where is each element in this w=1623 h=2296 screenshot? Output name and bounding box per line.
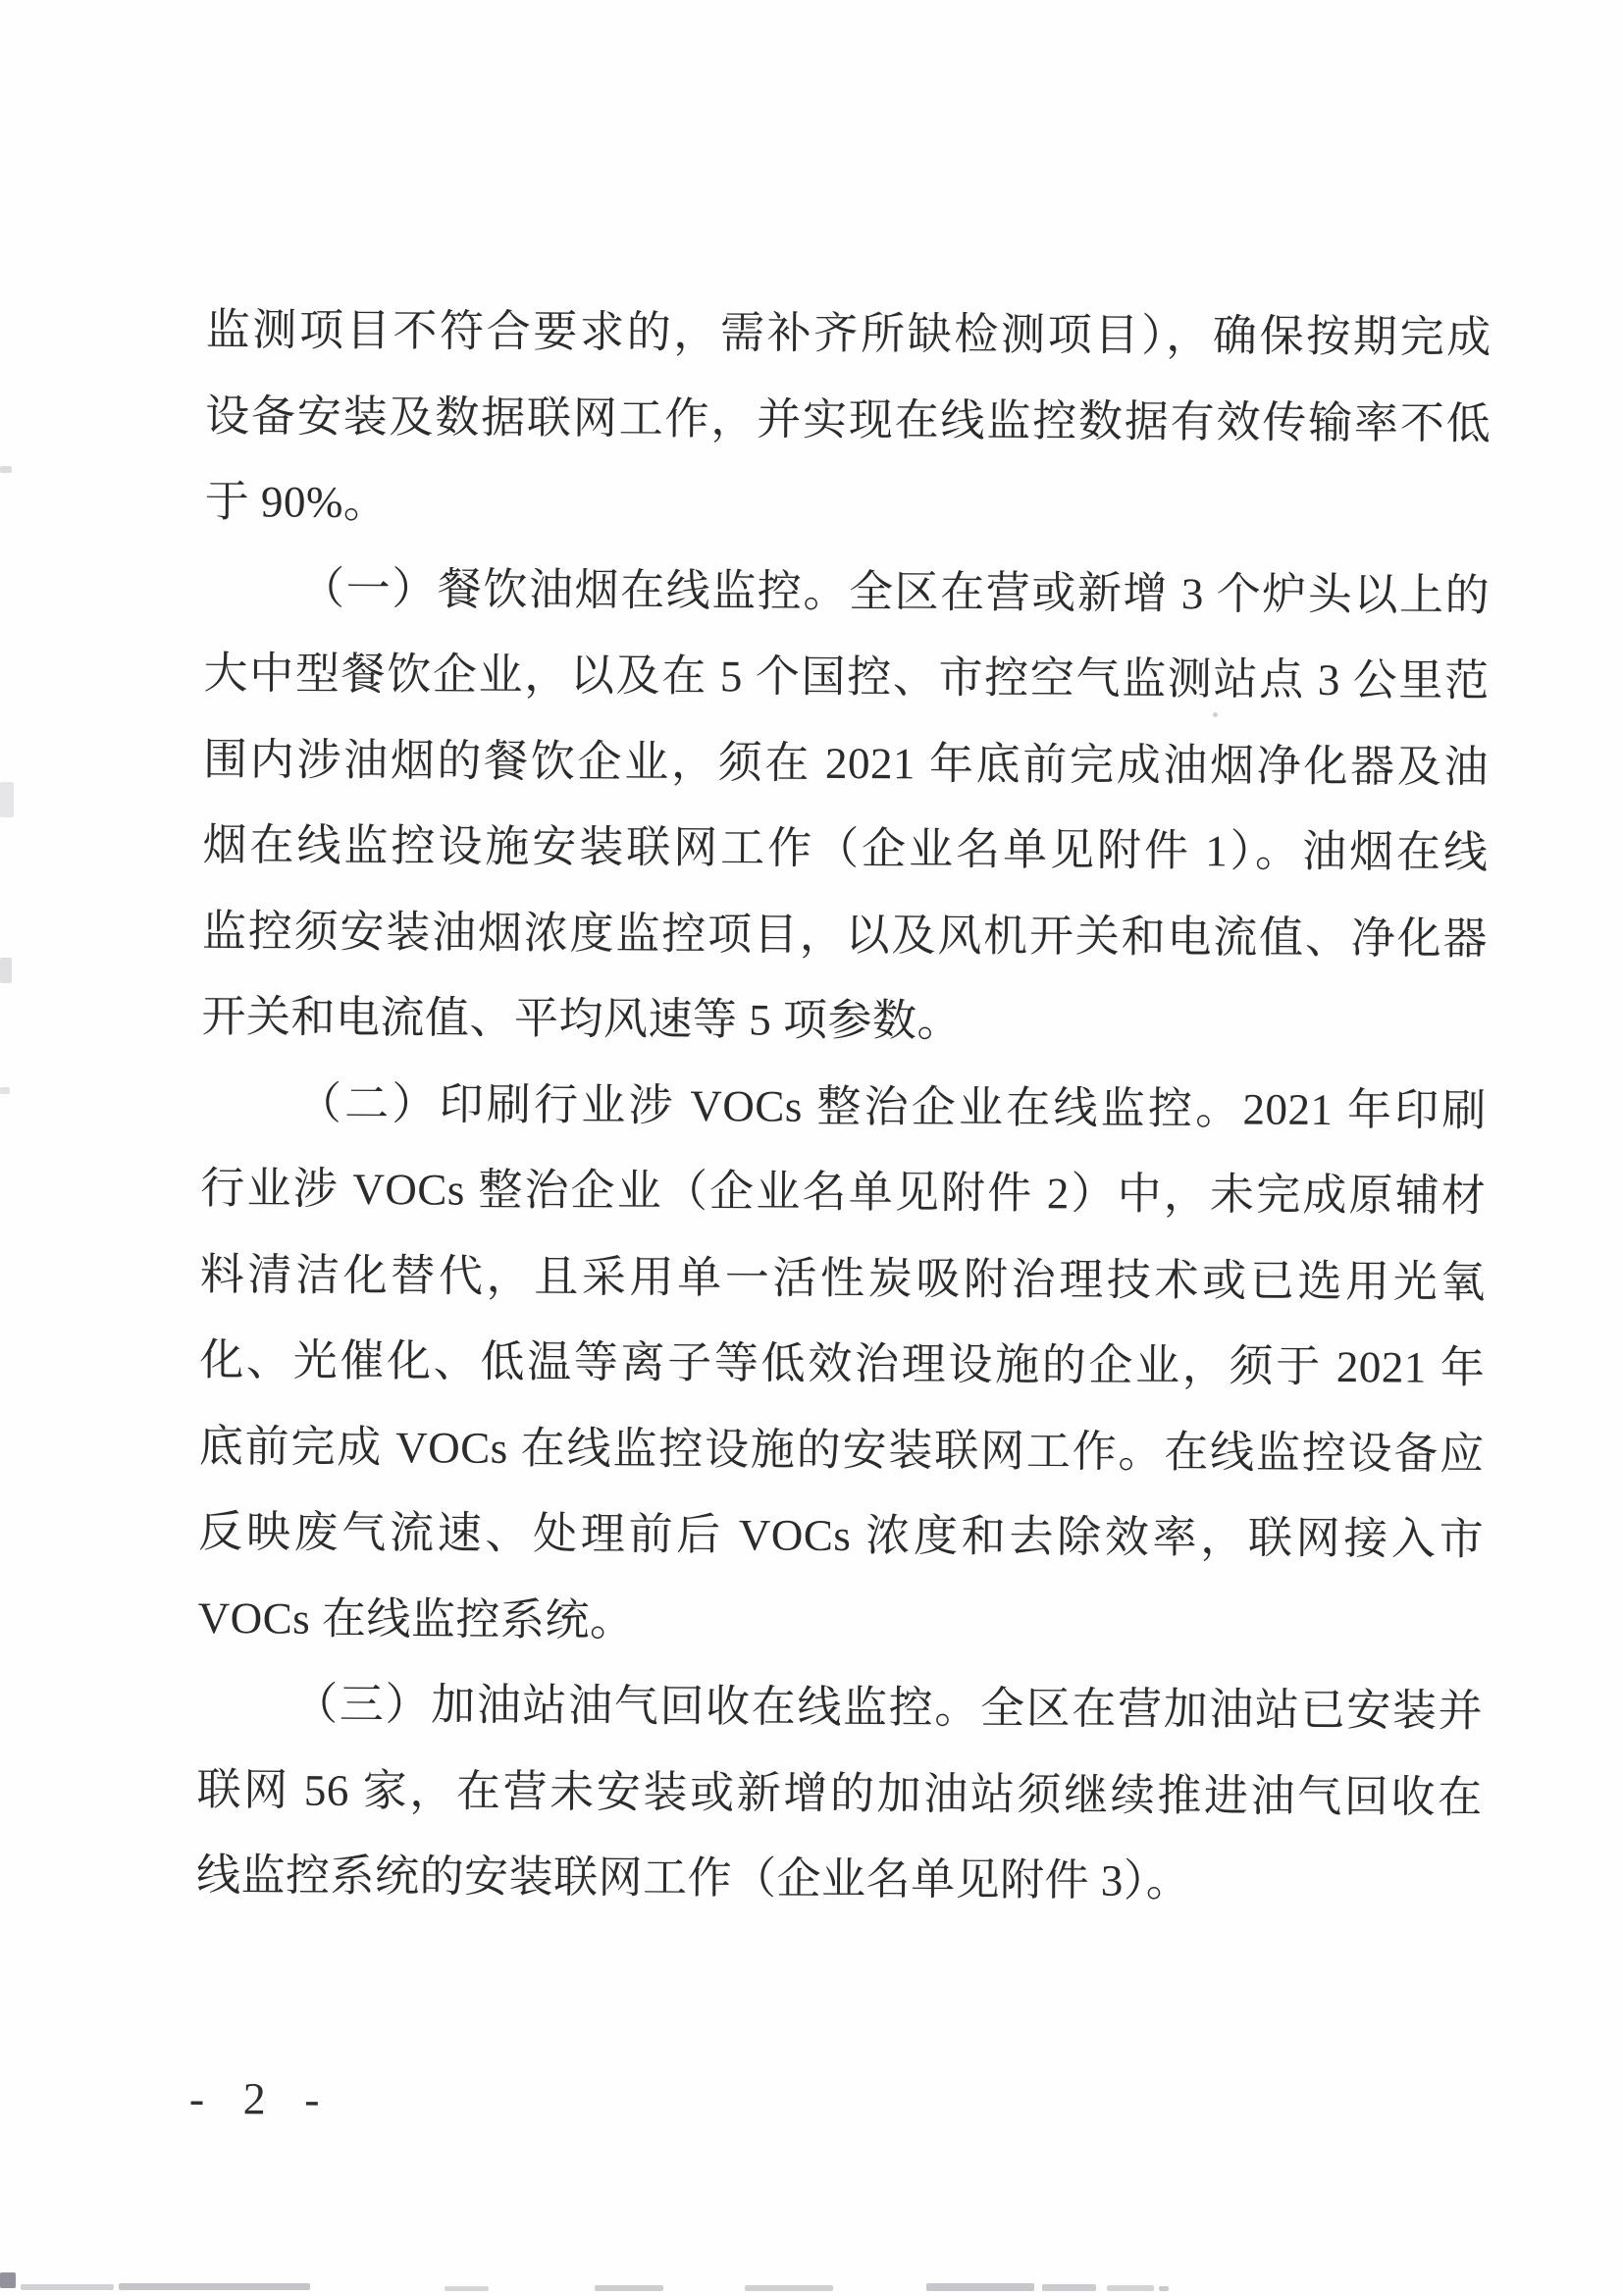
text-line: （三）加油站油气回收在线监控。全区在营加油站已安装并 [293, 1679, 1484, 1736]
text-line: 围内涉油烟的餐饮企业，须在 2021 年底前完成油烟净化器及油 [202, 734, 1490, 792]
scan-artifact [119, 2283, 310, 2290]
text-line: （一）餐饮油烟在线监控。全区在营或新增 3 个炉头以上的 [299, 563, 1491, 620]
text-line: 监控须安装油烟浓度监控项目，以及风机开关和电流值、净化器 [201, 906, 1489, 964]
scan-artifact [445, 2286, 489, 2291]
text-line: （二）印刷行业涉 VOCs 整治企业在线监控。2021 年印刷 [296, 1078, 1488, 1135]
scan-artifact [0, 782, 14, 817]
scan-artifact [1159, 2286, 1169, 2291]
text-line: 烟在线监控设施安装联网工作（企业名单见附件 1）。油烟在线 [202, 819, 1489, 877]
text-line: 料清洁化替代，且采用单一活性炭吸附治理技术或已选用光氧 [199, 1249, 1486, 1307]
text-line: 监测项目不符合要求的，需补齐所缺检测项目），确保按期完成 [205, 304, 1492, 363]
scan-artifact [0, 2272, 16, 2288]
text-line: 行业涉 VOCs 整治企业（企业名单见附件 2）中，未完成原辅材 [200, 1163, 1487, 1221]
text-line: 线监控系统的安装联网工作（企业名单见附件 3）。 [195, 1850, 1191, 1906]
scan-artifact [1213, 712, 1218, 717]
scan-artifact [1107, 2285, 1154, 2291]
page-number: - 2 - [188, 2073, 330, 2124]
scan-artifact [0, 1087, 10, 1094]
text-line: 大中型餐饮企业，以及在 5 个国控、市控空气监测站点 3 公里范 [203, 648, 1490, 705]
scan-artifact [21, 2284, 114, 2290]
scan-artifact [0, 466, 12, 473]
text-line: 开关和电流值、平均风速等 5 项参数。 [201, 991, 963, 1046]
scan-artifact [595, 2285, 663, 2291]
paragraph [196, 1661, 1484, 1926]
text-line: 于 90%。 [204, 476, 389, 528]
text-line: VOCs 在线监控系统。 [197, 1592, 635, 1645]
text-line: 底前完成 VOCs 在线监控设施的安装联网工作。在线监控设备应 [198, 1421, 1485, 1479]
paragraph [204, 287, 1492, 552]
text-line: 化、光催化、低温等离子等低效治理设施的企业，须于 2021 年 [199, 1334, 1486, 1392]
scan-artifact [745, 2285, 833, 2291]
paragraph [201, 545, 1490, 1068]
document-body [196, 287, 1492, 1926]
scan-artifact [0, 958, 12, 983]
scan-artifact [926, 2283, 1034, 2291]
text-line: 反映废气流速、处理前后 VOCs 浓度和去除效率，联网接入市 [198, 1506, 1485, 1564]
page-footer [189, 2072, 330, 2125]
paragraph [197, 1060, 1487, 1668]
text-line: 联网 56 家，在营未安装或新增的加油站须继续推进油气回收在 [196, 1764, 1483, 1822]
scan-artifact [1042, 2284, 1096, 2291]
text-line: 设备安装及数据联网工作，并实现在线监控数据有效传输率不低 [205, 391, 1492, 448]
